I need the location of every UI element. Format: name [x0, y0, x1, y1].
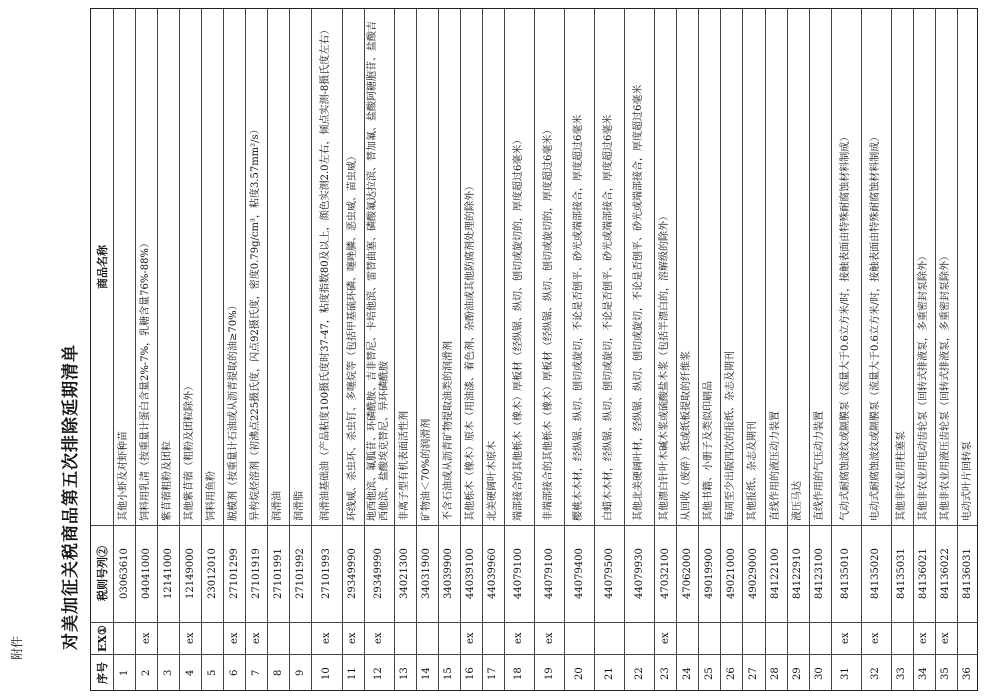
- row-name: 润滑油: [272, 491, 284, 521]
- row-seq: 32: [870, 666, 882, 680]
- header-code: 税则号列②: [96, 546, 109, 601]
- row-name: 不含石油或从沥青矿物提取油类的润滑剂: [442, 341, 454, 521]
- row-name: 每周至少出版四次的报纸、杂志及期刊: [725, 351, 737, 521]
- row-code: 44079500: [603, 548, 615, 599]
- row-code: 84136031: [962, 548, 974, 599]
- row-name: 饲料用乳清（按重量计蛋白含量2%-7%，乳糖含量76%-88%）: [140, 238, 152, 521]
- row-name: 从回收（废碎）纸或纸板提取的纤维浆: [681, 351, 693, 521]
- row-name: 异构烷烃溶剂（初沸点225摄氏度，闪点92摄氏度，密度0.79g/cm³，粘度3.57mm²/s）: [250, 124, 262, 521]
- row-seq: 6: [228, 669, 240, 676]
- row-seq: 13: [399, 666, 411, 680]
- row-name: 润滑油基础油（产品粘度100摄氏度时37-47，粘度指数80及以上，颜色实测2.0左右，倾点实测-8摄氏度左右）: [320, 24, 332, 521]
- row-code: 49029000: [747, 548, 759, 599]
- exclusion-table: [90, 8, 978, 691]
- row-seq: 8: [272, 669, 284, 676]
- row-seq: 4: [184, 669, 196, 676]
- row-seq: 7: [250, 669, 262, 676]
- header-seq: 序号: [96, 662, 109, 684]
- row-seq: 3: [162, 669, 174, 676]
- row-code: 27101992: [294, 548, 306, 599]
- row-ex: ex: [513, 632, 525, 644]
- row-name: 其他小虾及对虾种苗: [118, 431, 130, 521]
- row-code: 44039100: [465, 548, 477, 599]
- row-ex: ex: [184, 632, 196, 644]
- row-code: 44079400: [573, 548, 585, 599]
- row-name: 非离子型有机表面活性剂: [398, 411, 410, 521]
- row-divider: [594, 9, 595, 690]
- row-divider: [861, 9, 862, 690]
- row-code: 84135020: [870, 548, 882, 599]
- row-divider: [342, 9, 343, 690]
- row-seq: 16: [465, 666, 477, 680]
- row-seq: 30: [814, 666, 826, 680]
- row-code: 29349990: [373, 548, 385, 599]
- row-divider: [267, 9, 268, 690]
- row-code: 44079100: [513, 548, 525, 599]
- row-code: 49021000: [725, 548, 737, 599]
- header-name: 商品名称: [96, 245, 109, 289]
- row-name: 饲料用鱼粉: [206, 471, 218, 521]
- row-name: 地西他滨、氟胍苷、环磷酰胺、吉非替尼、卡培他滨、雷替曲塞、磷酸氟达拉滨、替加氟、盐酸阿糖胞苷、盐酸吉西他滨、盐酸埃克替尼、异环磷酰胺: [366, 21, 390, 521]
- row-code: 34021300: [399, 548, 411, 599]
- row-code: 44079100: [543, 548, 555, 599]
- row-ex: ex: [320, 632, 332, 644]
- row-seq: 20: [573, 666, 585, 680]
- row-code: 03063610: [118, 548, 130, 599]
- row-seq: 24: [681, 666, 693, 680]
- row-divider: [135, 9, 136, 690]
- row-name: 电动式叶片回转泵: [961, 441, 973, 521]
- row-seq: 22: [633, 666, 645, 680]
- row-seq: 34: [918, 666, 930, 680]
- row-name: 其他非农业用柱塞泵: [895, 431, 907, 521]
- row-seq: 27: [747, 666, 759, 680]
- row-seq: 2: [140, 669, 152, 676]
- row-code: 27101299: [228, 548, 240, 599]
- row-code: 27101991: [272, 548, 284, 599]
- row-name: 其他栎木（橡木）原木（用油漆、着色剂、杂酚油或其他防腐剂处理的除外）: [464, 181, 476, 521]
- row-code: 49019900: [703, 548, 715, 599]
- row-seq: 23: [659, 666, 671, 680]
- row-seq: 28: [770, 666, 782, 680]
- row-divider: [201, 9, 202, 690]
- row-seq: 5: [206, 669, 218, 676]
- row-seq: 9: [294, 669, 306, 676]
- row-divider: [765, 9, 766, 690]
- row-ex: ex: [373, 632, 385, 644]
- row-ex: ex: [250, 632, 262, 644]
- row-code: 12149000: [184, 548, 196, 599]
- row-divider: [742, 9, 743, 690]
- row-code: 84136021: [918, 548, 930, 599]
- row-name: 环线威、杀虫环、杀虫钉、多噻烷等（包括甲基硫环磷、噻唑膦、恶虫威、苗虫威）: [346, 151, 358, 521]
- row-seq: 11: [347, 666, 359, 680]
- row-divider: [245, 9, 246, 690]
- row-divider: [438, 9, 439, 690]
- row-code: 23012010: [206, 548, 218, 599]
- row-seq: 19: [543, 666, 555, 680]
- row-divider: [698, 9, 699, 690]
- row-code: 84135031: [896, 548, 908, 599]
- row-name: 非端部接合的其他栎木（橡木）厚板材（经纵锯、纵切、刨切或旋切的，厚度超过6毫米）: [543, 124, 554, 521]
- row-code: 44039960: [487, 548, 499, 599]
- row-code: 12141000: [162, 548, 174, 599]
- row-divider: [891, 9, 892, 690]
- row-name: 白蜡木木材，经纵锯、纵切、刨切或旋切，不论是否刨平、砂光或端部接合，厚度超过6毫米: [603, 114, 615, 521]
- row-seq: 10: [320, 666, 332, 680]
- row-seq: 17: [487, 666, 499, 680]
- row-name: 其他非农业用电动齿轮泵（回转式排液泵，多重密封泵除外）: [917, 251, 929, 521]
- row-code: 84122100: [770, 548, 782, 599]
- row-code: 04041000: [140, 548, 152, 599]
- row-code: 29349990: [347, 548, 359, 599]
- row-divider: [223, 9, 224, 690]
- row-seq: 15: [443, 666, 455, 680]
- row-code: 47062000: [681, 548, 693, 599]
- row-seq: 12: [373, 666, 385, 680]
- row-divider: [564, 9, 565, 690]
- row-divider: [482, 9, 483, 690]
- row-name: 其他书籍、小册子及类似印刷品: [703, 381, 715, 521]
- row-name: 矿物油＜70%的润滑剂: [420, 418, 432, 521]
- row-seq: 29: [792, 666, 804, 680]
- row-name: 其他非农业用液压齿轮泵（回转式排液泵，多重密封泵除外）: [939, 251, 951, 521]
- row-divider: [157, 9, 158, 690]
- row-divider: [460, 9, 461, 690]
- header-ex: EX①: [95, 624, 109, 652]
- row-ex: ex: [940, 632, 952, 644]
- row-divider: [364, 9, 365, 690]
- row-ex: ex: [870, 632, 882, 644]
- row-code: 27101993: [320, 548, 332, 599]
- row-code: 44079930: [633, 548, 645, 599]
- row-ex: ex: [228, 632, 240, 644]
- row-code: 34031900: [421, 548, 433, 599]
- page-title: 对美加征关税商品第五次排除延期清单: [61, 344, 81, 650]
- row-code: 84123100: [814, 548, 826, 599]
- row-code: 84122910: [792, 548, 804, 599]
- row-divider: [787, 9, 788, 690]
- row-seq: 35: [940, 666, 952, 680]
- row-seq: 36: [962, 666, 974, 680]
- row-name: 樱桃木木材，经纵锯、纵切、刨切或旋切，不论是否刨平、砂光或端部接合，厚度超过6毫米: [573, 114, 585, 521]
- row-name: 其他北美硬阔叶材，经纵锯、纵切、刨切或旋切，不论是否刨平、砂光或端部接合，厚度超过6毫米: [633, 84, 645, 521]
- row-code: 84135010: [840, 548, 852, 599]
- row-code: 47032100: [659, 548, 671, 599]
- row-divider: [720, 9, 721, 690]
- row-divider: [957, 9, 958, 690]
- row-divider: [179, 9, 180, 690]
- row-name: 其他紫苜蓿（粗粉及团粒除外）: [184, 381, 196, 521]
- row-name: 直线作用的液压动力装置: [769, 411, 781, 521]
- row-ex: ex: [347, 632, 359, 644]
- row-seq: 26: [725, 666, 737, 680]
- row-seq: 31: [840, 666, 852, 680]
- row-divider: [394, 9, 395, 690]
- row-name: 北美硬阔叶木原木: [486, 441, 498, 521]
- row-name: 润滑脂: [294, 491, 306, 521]
- row-ex: ex: [840, 632, 852, 644]
- row-name: 紫苜蓿粗粉及团粒: [162, 441, 174, 521]
- row-divider: [913, 9, 914, 690]
- row-seq: 1: [118, 669, 130, 676]
- row-ex: ex: [465, 632, 477, 644]
- row-code: 27101919: [250, 548, 262, 599]
- row-name: 液压马达: [791, 481, 803, 521]
- row-ex: ex: [659, 632, 671, 644]
- row-name: 其他漂白针叶木碱木浆或硫酸盐木浆（包括半漂白的，溶解级的除外）: [659, 211, 671, 521]
- row-divider: [311, 9, 312, 690]
- row-name: 其他报纸、杂志及期刊: [747, 421, 759, 521]
- row-seq: 21: [603, 666, 615, 680]
- row-name: 端部接合的其他栎木（橡木）厚板材（经纵锯、纵切、刨切或旋切的，厚度超过6毫米）: [512, 134, 524, 521]
- row-divider: [676, 9, 677, 690]
- row-seq: 33: [896, 666, 908, 680]
- row-seq: 25: [703, 666, 715, 680]
- row-seq: 18: [513, 666, 525, 680]
- row-divider: [113, 9, 114, 690]
- row-ex: ex: [918, 632, 930, 644]
- row-code: 84136022: [940, 548, 952, 599]
- attachment-label: 附件: [10, 635, 24, 660]
- row-divider: [654, 9, 655, 690]
- row-name: 电动式耐腐蚀波纹或隔膜泵（流量大于0.6立方米/时，接触表面由特殊耐腐蚀材料制成）: [869, 131, 881, 521]
- row-divider: [935, 9, 936, 690]
- row-divider: [289, 9, 290, 690]
- row-ex: ex: [543, 632, 555, 644]
- row-name: 脱模剂（按重量计石油或从沥青提取的油≥70%）: [228, 300, 240, 521]
- row-divider: [624, 9, 625, 690]
- row-divider: [831, 9, 832, 690]
- row-code: 34039900: [443, 548, 455, 599]
- row-ex: ex: [140, 632, 152, 644]
- row-name: 直线作用的气压动力装置: [813, 411, 825, 521]
- row-divider: [416, 9, 417, 690]
- row-divider: [809, 9, 810, 690]
- row-divider: [534, 9, 535, 690]
- row-name: 气动式耐腐蚀波纹或隔膜泵（流量大于0.6立方米/时，接触表面由特殊耐腐蚀材料制成）: [839, 131, 851, 521]
- row-seq: 14: [421, 666, 433, 680]
- row-divider: [504, 9, 505, 690]
